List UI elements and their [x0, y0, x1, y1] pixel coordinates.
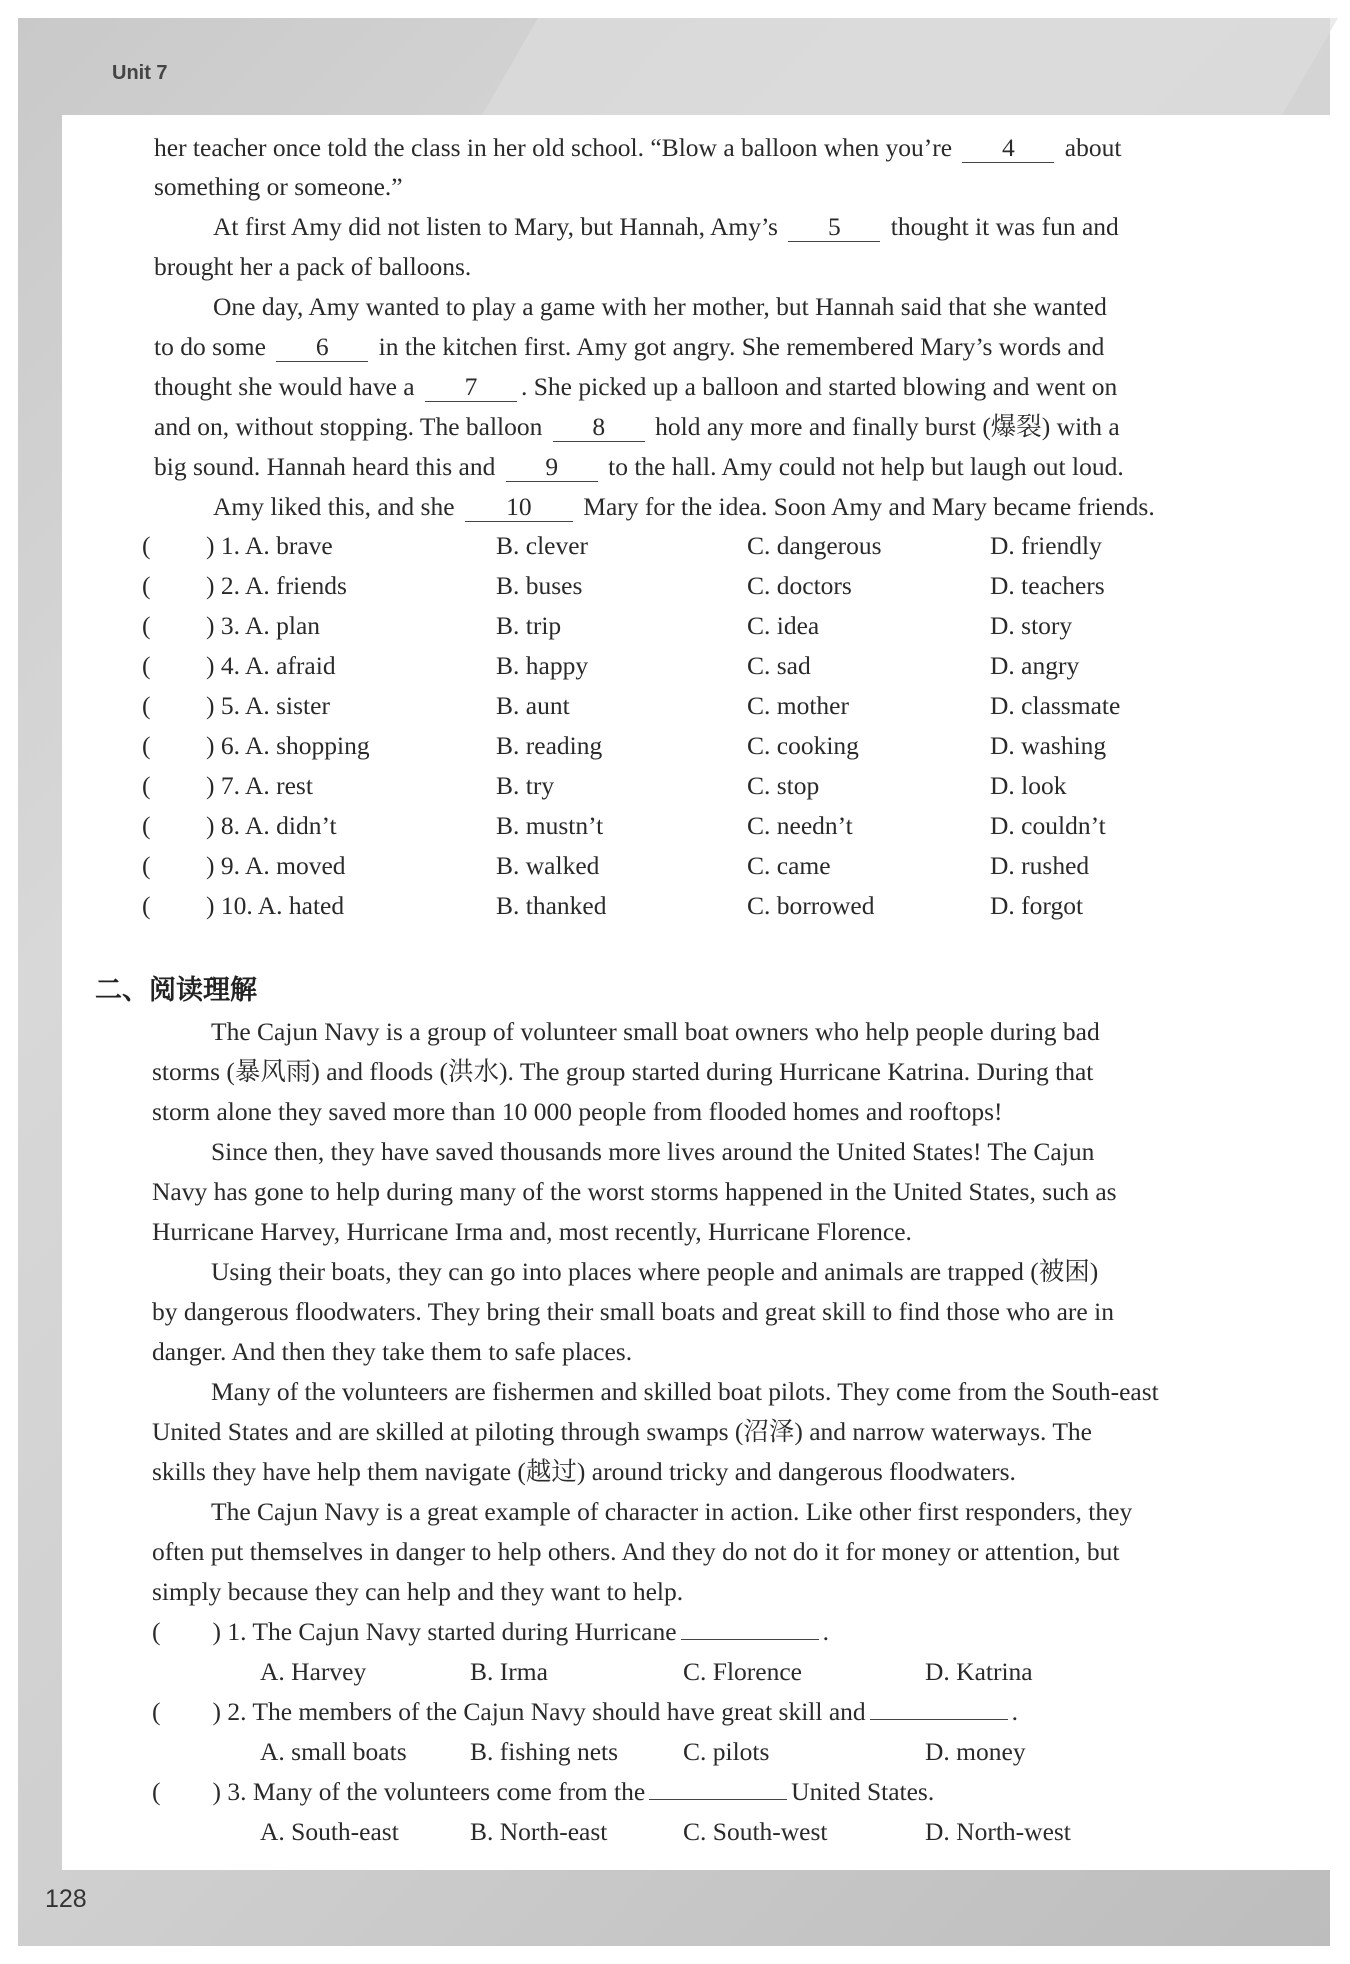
option-c: C. needn’t	[747, 811, 853, 840]
question-text: ) 2. The members of the Cajun Navy should have great skill and	[212, 1697, 866, 1726]
text: to the hall. Amy could not help but laugh out loud.	[608, 452, 1124, 481]
answer-paren[interactable]: (	[142, 611, 151, 640]
option-b: B. mustn’t	[496, 811, 604, 840]
option-c: C. borrowed	[747, 891, 875, 920]
text: in the kitchen first. Amy got angry. She remembered Mary’s words and	[378, 332, 1105, 361]
question-text: United States.	[791, 1777, 935, 1806]
option-a: ) 6. A. shopping	[206, 731, 370, 760]
text: about	[1064, 133, 1122, 162]
section-title: 二、阅读理解	[95, 975, 257, 1006]
answer-paren[interactable]: (	[152, 1697, 161, 1726]
reading-line: Since then, they have saved thousands more lives around the United States! The Cajun	[211, 1137, 1095, 1166]
answer-paren[interactable]: (	[152, 1777, 161, 1806]
option-c: C. pilots	[683, 1737, 770, 1766]
option-c: C. idea	[747, 611, 820, 640]
cloze-question-row	[0, 526, 1350, 566]
option-a: A. Harvey	[260, 1657, 367, 1686]
cloze-question-row	[0, 886, 1350, 926]
option-d: D. North-west	[925, 1817, 1071, 1846]
unit-label: Unit 7	[112, 62, 168, 84]
text: Amy liked this, and she	[213, 492, 455, 521]
answer-paren[interactable]: (	[152, 1617, 161, 1646]
answer-paren[interactable]: (	[142, 851, 151, 880]
option-d: D. story	[990, 611, 1073, 640]
cloze-line	[213, 207, 1119, 247]
blank-5: 5	[788, 213, 880, 242]
option-b: B. happy	[496, 651, 589, 680]
reading-question-stem	[152, 1692, 1018, 1732]
reading-line: Using their boats, they can go into places where people and animals are trapped (被困)	[211, 1257, 1099, 1286]
answer-blank	[870, 1697, 1008, 1720]
reading-question-stem	[152, 1612, 829, 1652]
option-a: ) 2. A. friends	[206, 571, 347, 600]
option-d: D. washing	[990, 731, 1107, 760]
reading-line: storms (暴风雨) and floods (洪水). The group started during Hurricane Katrina. During that	[152, 1057, 1094, 1086]
option-c: C. mother	[747, 691, 849, 720]
option-c: C. dangerous	[747, 531, 882, 560]
answer-paren[interactable]: (	[142, 731, 151, 760]
cloze-question-row	[0, 686, 1350, 726]
option-d: D. look	[990, 771, 1067, 800]
reading-options-row	[0, 1812, 1350, 1852]
option-b: B. Irma	[470, 1657, 548, 1686]
answer-paren[interactable]: (	[142, 691, 151, 720]
text: hold any more and finally burst (爆裂) with a	[655, 412, 1120, 441]
answer-paren[interactable]: (	[142, 531, 151, 560]
option-a: ) 7. A. rest	[206, 771, 313, 800]
blank-7: 7	[425, 373, 517, 402]
text: to do some	[154, 332, 266, 361]
option-b: B. fishing nets	[470, 1737, 619, 1766]
reading-line: Hurricane Harvey, Hurricane Irma and, most recently, Hurricane Florence.	[152, 1217, 912, 1246]
text: thought she would have a	[154, 372, 415, 401]
option-a: ) 8. A. didn’t	[206, 811, 337, 840]
option-a: ) 3. A. plan	[206, 611, 321, 640]
option-a: ) 4. A. afraid	[206, 651, 336, 680]
cloze-line: One day, Amy wanted to play a game with her mother, but Hannah said that she wanted	[213, 292, 1107, 321]
cloze-line	[213, 487, 1155, 527]
answer-paren[interactable]: (	[142, 811, 151, 840]
text: her teacher once told the class in her old school. “Blow a balloon when you’re	[154, 133, 953, 162]
cloze-line	[154, 128, 1121, 168]
reading-line: Navy has gone to help during many of the worst storms happened in the United States, such as	[152, 1177, 1117, 1206]
cloze-line	[154, 327, 1104, 367]
blank-6: 6	[276, 333, 368, 362]
answer-blank	[681, 1617, 819, 1640]
option-a: ) 9. A. moved	[206, 851, 346, 880]
cloze-question-row	[0, 726, 1350, 766]
option-d: D. forgot	[990, 891, 1084, 920]
option-b: B. thanked	[496, 891, 607, 920]
option-b: B. clever	[496, 531, 589, 560]
blank-9: 9	[506, 453, 598, 482]
cloze-question-row	[0, 606, 1350, 646]
option-c: C. doctors	[747, 571, 852, 600]
option-b: B. trip	[496, 611, 562, 640]
option-d: D. couldn’t	[990, 811, 1106, 840]
reading-line: The Cajun Navy is a great example of character in action. Like other first responders, they	[211, 1497, 1133, 1526]
reading-line: storm alone they saved more than 10 000 people from flooded homes and rooftops!	[152, 1097, 1003, 1126]
text: At first Amy did not listen to Mary, but Hannah, Amy’s	[213, 212, 778, 241]
option-a: ) 5. A. sister	[206, 691, 330, 720]
cloze-line	[154, 447, 1124, 487]
reading-line: danger. And then they take them to safe places.	[152, 1337, 633, 1366]
option-a: ) 1. A. brave	[206, 531, 333, 560]
text: . She picked up a balloon and started blowing and went on	[521, 372, 1118, 401]
option-c: C. Florence	[683, 1657, 802, 1686]
reading-line: United States and are skilled at piloting through swamps (沼泽) and narrow waterways. The	[152, 1417, 1092, 1446]
option-c: C. came	[747, 851, 831, 880]
answer-paren[interactable]: (	[142, 651, 151, 680]
option-b: B. aunt	[496, 691, 570, 720]
cloze-line: something or someone.”	[154, 172, 403, 201]
option-b: B. walked	[496, 851, 600, 880]
answer-paren[interactable]: (	[142, 571, 151, 600]
option-a: ) 10. A. hated	[206, 891, 345, 920]
option-c: C. South-west	[683, 1817, 828, 1846]
question-text: .	[1011, 1697, 1019, 1726]
text: big sound. Hannah heard this and	[154, 452, 496, 481]
reading-options-row	[0, 1652, 1350, 1692]
cloze-question-row	[0, 766, 1350, 806]
text: thought it was fun and	[890, 212, 1119, 241]
question-text: ) 3. Many of the volunteers come from the	[212, 1777, 646, 1806]
cloze-question-row	[0, 566, 1350, 606]
text: and on, without stopping. The balloon	[154, 412, 543, 441]
answer-blank	[649, 1777, 787, 1800]
option-d: D. Katrina	[925, 1657, 1033, 1686]
cloze-question-row	[0, 846, 1350, 886]
option-b: B. buses	[496, 571, 583, 600]
answer-paren[interactable]: (	[142, 891, 151, 920]
option-c: C. sad	[747, 651, 811, 680]
option-d: D. money	[925, 1737, 1026, 1766]
option-b: B. try	[496, 771, 555, 800]
option-a: A. South-east	[260, 1817, 399, 1846]
reading-line: simply because they can help and they want to help.	[152, 1577, 684, 1606]
text: Mary for the idea. Soon Amy and Mary became friends.	[583, 492, 1155, 521]
option-b: B. North-east	[470, 1817, 608, 1846]
option-d: D. classmate	[990, 691, 1121, 720]
page-number: 128	[45, 1885, 87, 1913]
reading-question-stem	[152, 1772, 934, 1812]
option-d: D. angry	[990, 651, 1080, 680]
reading-line: Many of the volunteers are fishermen and skilled boat pilots. They come from the South-east	[211, 1377, 1159, 1406]
option-a: A. small boats	[260, 1737, 407, 1766]
reading-line: The Cajun Navy is a group of volunteer small boat owners who help people during bad	[211, 1017, 1100, 1046]
cloze-question-row	[0, 646, 1350, 686]
option-d: D. teachers	[990, 571, 1105, 600]
blank-8: 8	[553, 413, 645, 442]
answer-paren[interactable]: (	[142, 771, 151, 800]
question-text: .	[822, 1617, 829, 1646]
option-c: C. cooking	[747, 731, 859, 760]
reading-line: by dangerous floodwaters. They bring their small boats and great skill to find those who are in	[152, 1297, 1114, 1326]
option-d: D. rushed	[990, 851, 1090, 880]
cloze-line: brought her a pack of balloons.	[154, 252, 472, 281]
option-b: B. reading	[496, 731, 603, 760]
option-c: C. stop	[747, 771, 820, 800]
blank-10: 10	[465, 493, 573, 522]
option-d: D. friendly	[990, 531, 1102, 560]
reading-line: often put themselves in danger to help others. And they do not do it for money or attention, but	[152, 1537, 1120, 1566]
blank-4: 4	[962, 134, 1054, 163]
cloze-question-row	[0, 806, 1350, 846]
cloze-line	[154, 407, 1120, 447]
reading-line: skills they have help them navigate (越过) around tricky and dangerous floodwaters.	[152, 1457, 1016, 1486]
cloze-line	[154, 367, 1117, 407]
question-text: ) 1. The Cajun Navy started during Hurricane	[212, 1617, 677, 1646]
reading-options-row	[0, 1732, 1350, 1772]
